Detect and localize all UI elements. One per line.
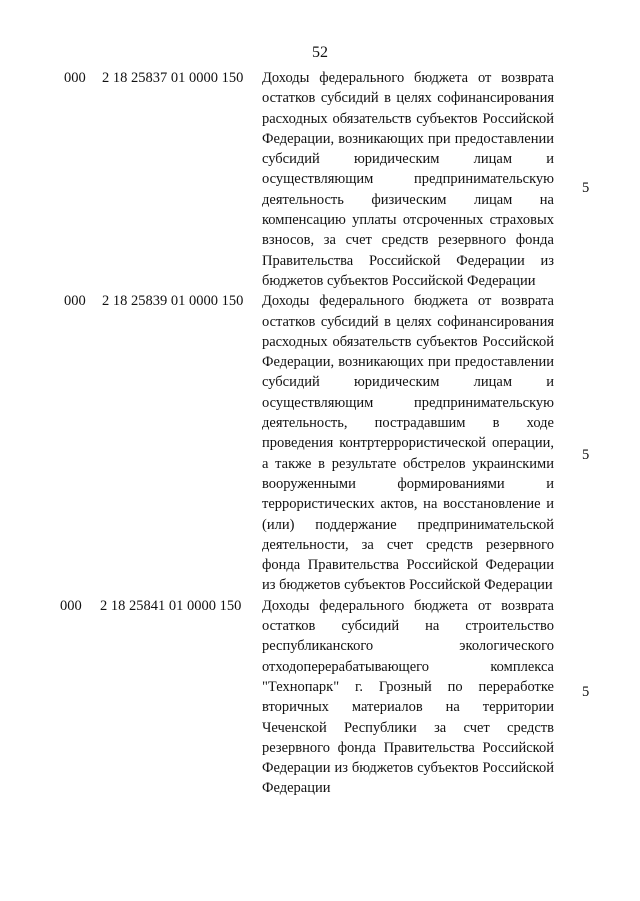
budget-classification-code: 2 18 25841 01 0000 150 [100,597,242,614]
table-row [0,68,640,291]
value-cell: 5 [582,683,590,700]
income-description: Доходы федерального бюджета от возврата остатков субсидий в целях софинансирования расходных обязательств субъектов Российской Федерации, возникающих при предоставлении субсидий юридическим лицам и осуществляющим предпринимательскую деятельность физическим лицам на компенсацию уплаты отсроченных страховых взносов, за счет средств резервного фонда Правительства Российской Федерации из бюджетов субъектов Российской Федерации [262,70,554,289]
income-description: Доходы федерального бюджета от возврата остатков субсидий на строительство республиканского экологического отходоперерабатывающего комплекса "Технопарк" г. Грозный по переработке вторичных материалов на территории Чеченской Республики за счет средств резервного фонда Правительства Российской Федерации из бюджетов субъектов Российской Федерации [262,597,554,797]
value-cell: 5 [582,180,590,196]
table-row [0,291,640,595]
budget-table [0,68,640,799]
table-row [0,596,640,799]
income-description: Доходы федерального бюджета от возврата остатков субсидий в целях софинансирования расходных обязательств субъектов Российской Федерации, возникающих при предоставлении субсидий юридическим лицам и осуществляющим предпринимательскую деятельность, пострадавшим в ходе проведения контртеррористической операции, а также в результате обстрелов украинскими вооруженными формированиями и террористических актов, на восстановление и (или) поддержание предпринимательской деятельности, за счет средств резервного фонда Правительства Российской Федерации из бюджетов субъектов Российской Федерации [262,293,554,594]
admin-code: 000 [64,70,86,86]
budget-classification-code: 2 18 25839 01 0000 150 [102,293,244,310]
admin-code: 000 [60,597,82,614]
budget-classification-code: 2 18 25837 01 0000 150 [102,70,244,86]
admin-code: 000 [64,293,86,310]
page-number: 52 [312,44,328,61]
value-cell: 5 [582,447,590,464]
